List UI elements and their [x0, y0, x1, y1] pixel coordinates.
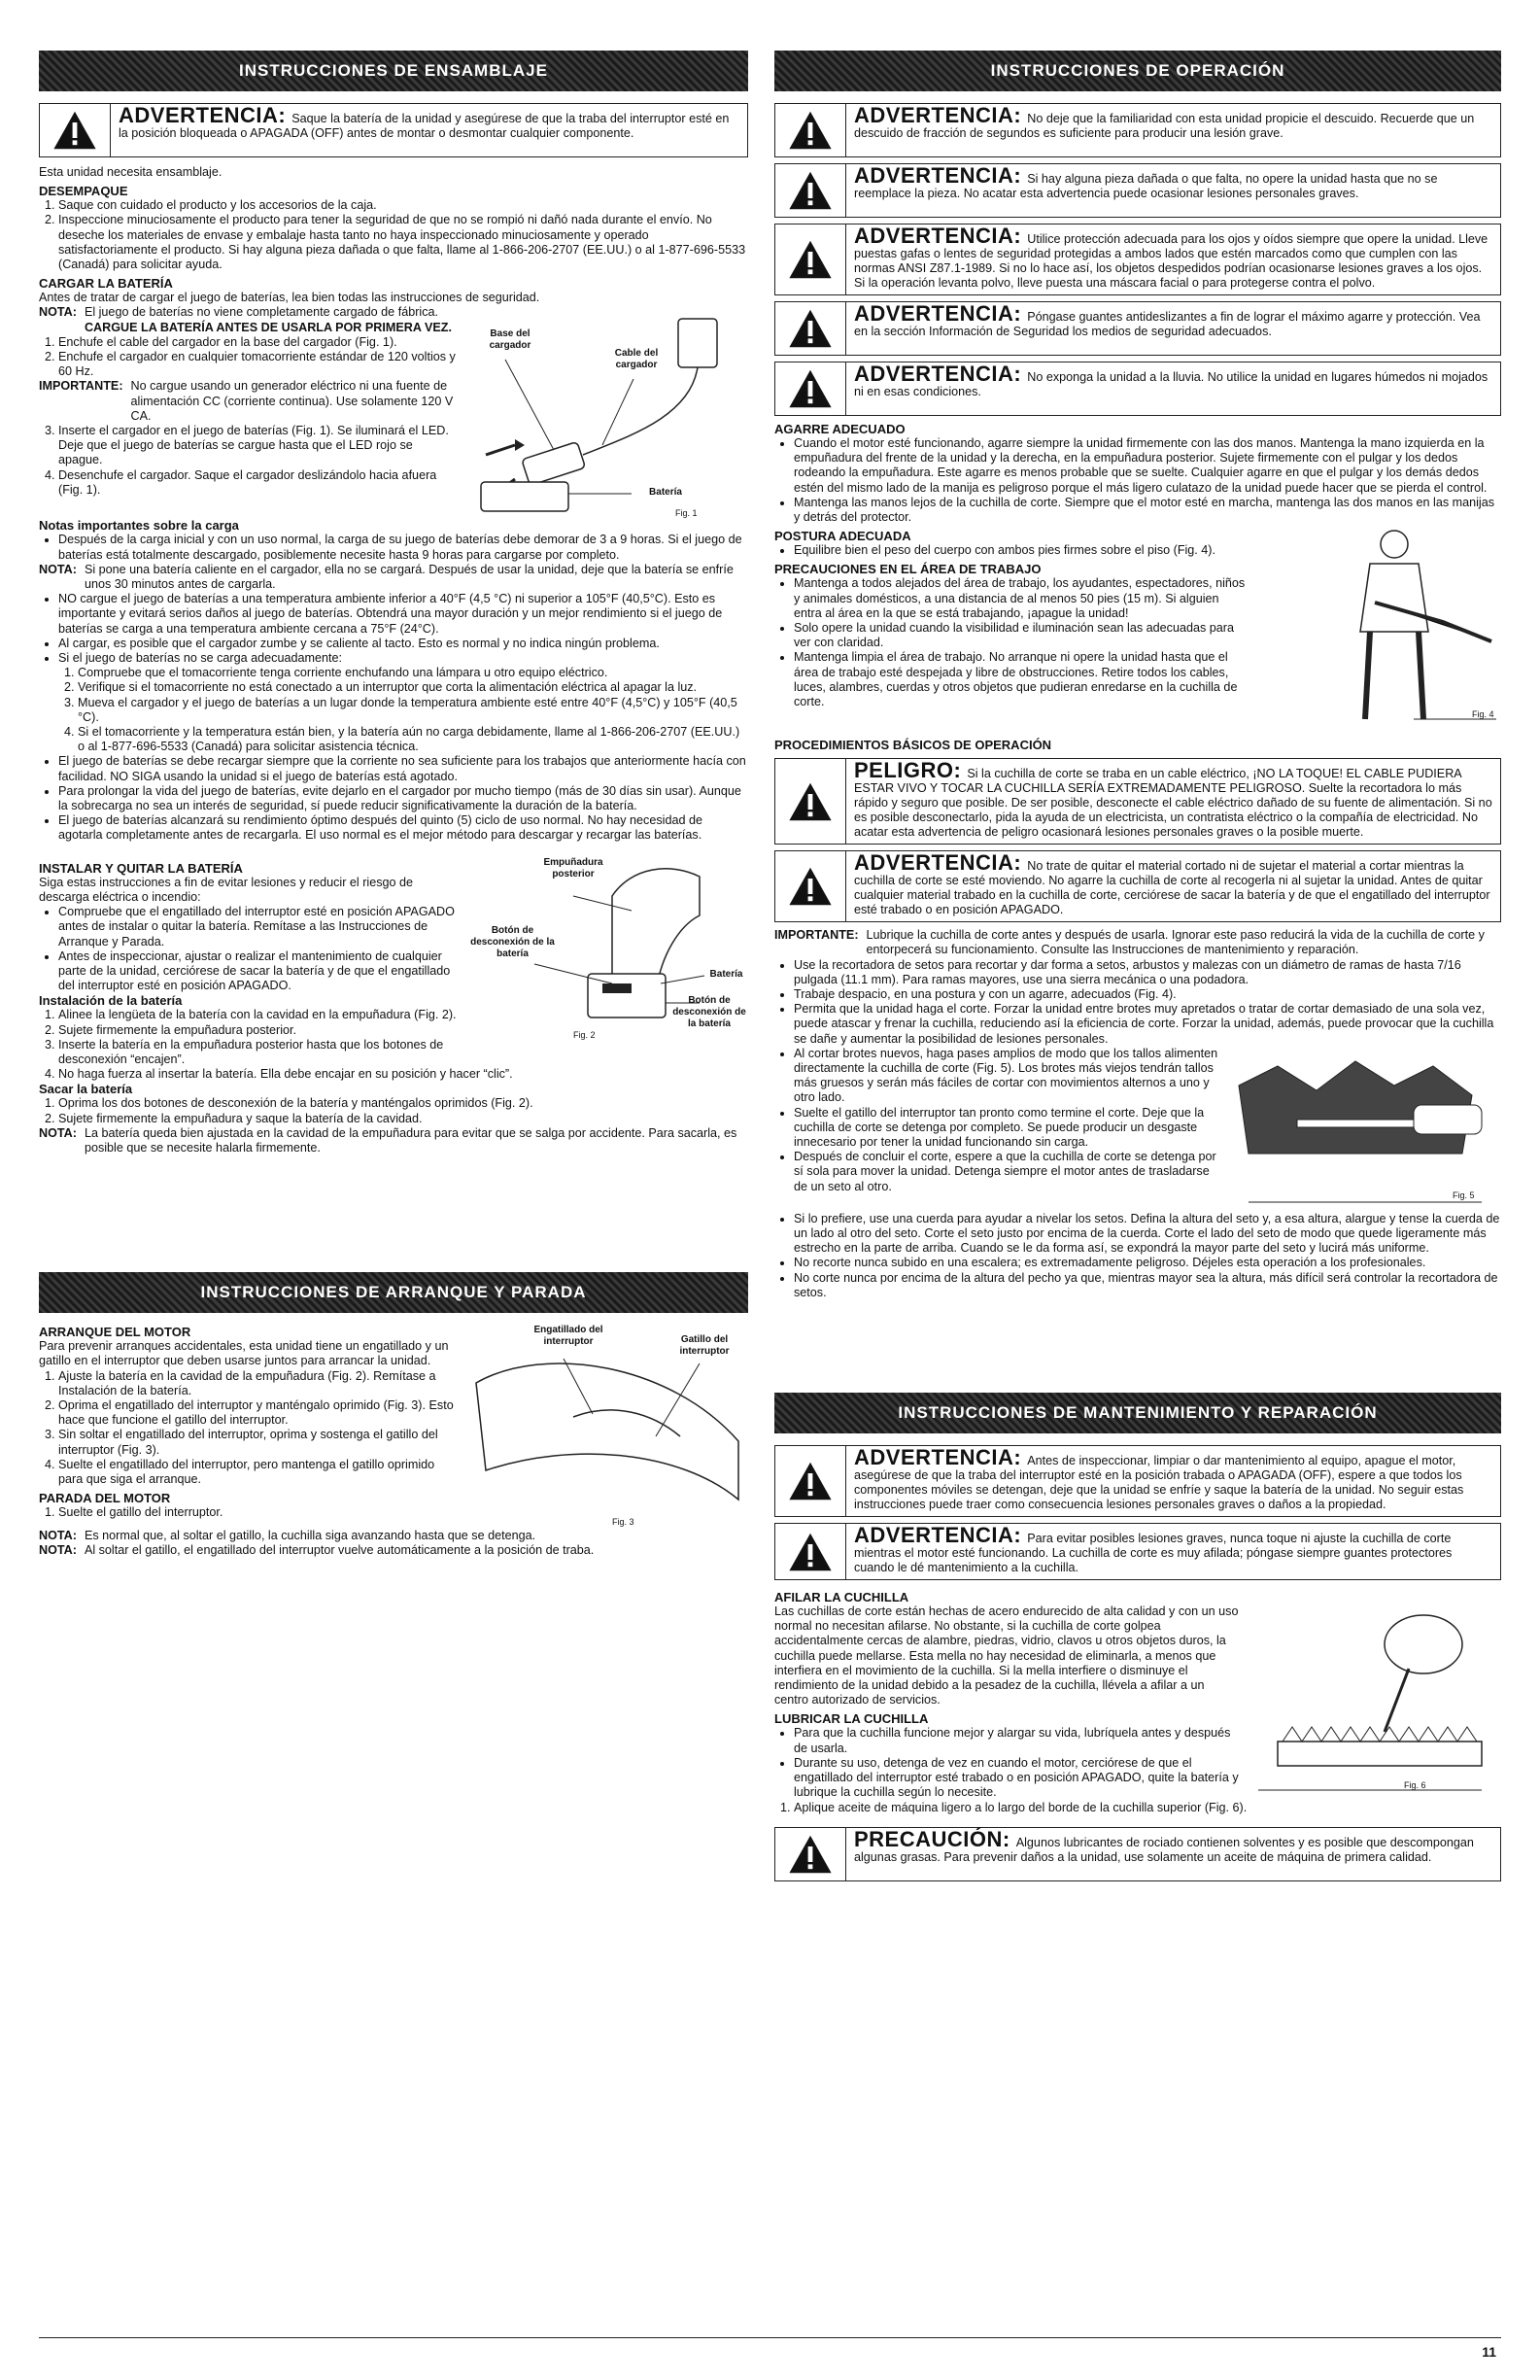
charge-important: IMPORTANTE: No cargue usando un generador eléctrico ni una fuente de alimentación CC (corriente continua). Use solamente 120 V CA. [39, 379, 454, 423]
hedge-cutting-illustration [1219, 1047, 1501, 1212]
operation-warning-4: ADVERTENCIA: Póngase guantes antideslizantes a fin de lograr el máximo agarre y protección. Vea en la sección Información de Seguridad los medios de seguridad adecuados. [774, 301, 1501, 356]
warning-icon [775, 224, 846, 294]
operator-posture-illustration [1249, 525, 1501, 734]
section-banner-operation: INSTRUCCIONES DE OPERACIÓN [774, 51, 1501, 91]
charge-title: CARGAR LA BATERÍA [39, 276, 173, 292]
stop-title: PARADA DEL MOTOR [39, 1491, 171, 1506]
warning-icon [775, 164, 846, 217]
danger-box: PELIGRO: Si la cuchilla de corte se traba en un cable eléctrico, ¡NO LA TOQUE! EL CABLE PUDIERA ESTAR VIVO Y TOCAR LA CUCHILLA SERÍA EXTREMADAMENTE PELIGROSO. Suelte la recortadora lo más rápido y seguro que posible. De ser posible, desconecte el cable eléctrico dañado de su fuente de alimentación. Si no es posible desconectarlo, pida la ayuda de un electricista, un contratista eléctrico o la compañía de electricidad. No acatar esta advertencia de peligro ocasionará lesiones personales graves o la posible muerte. [774, 758, 1501, 845]
warning-icon [775, 302, 846, 355]
charge-note: NOTA: El juego de baterías no viene completamente cargado de fábrica. CARGUE LA BATERÍA ANTES DE USARLA POR PRIMERA VEZ. [39, 305, 452, 334]
operation-warning-5: ADVERTENCIA: No exponga la unidad a la lluvia. No utilice la unidad en lugares húmedos ni mojados ni en esas condiciones. [774, 362, 1501, 416]
posture-title: POSTURA ADECUADA [774, 529, 911, 544]
left-column: INSTRUCCIONES DE ENSAMBLAJE ADVERTENCIA: Saque la batería de la unidad y asegúrese de que la traba del interruptor esté en la posición bloqueada o APAGADA (OFF) antes de montar o desmontar cualquier componente. Esta unidad necesita ensamblaje. DESEMPAQUE 1. Saque con cuidado el producto y los accesorios de la caja. 2. Inspeccione minuciosamente el producto para tener la seguridad de que no se rompió ni dañó nada durante el envío. No deseche los materiales de envase y embalaje hasta tanto no haya inspeccionado minuciosamente y operado satisfactoriamente el producto. Si hay alguna pieza dañada o que falta, llame al 1-866-206-2707 (EE.UU.) o al 1-877-696-5533 (Canadá) para solicitar ayuda. CARGAR LA BATERÍA Antes de tratar de cargar el juego de baterías, lea bien todas las instrucciones de seguridad. Base del cargador Cable del cargador Batería Fig. 1 NOTA: El juego de baterías no viene completamente cargado de fábrica. CARGUE LA BATERÍA ANTES DE USARLA POR PRIMERA VEZ. 1. Enchufe el cable del cargador en la base del cargador (Fig. 1). 2. Enchufe el cargador en cualquier tomacorriente estándar de 120 voltios y 60 Hz. IMPORTANTE: No cargue usando un generador eléctrico ni una fuente de alimentación CC (corriente continua). Use solamente 120 V CA. 3. Inserte el cargador en el juego de baterías (Fig. 1). Se iluminará el LED. Deje que el juego de baterías se cargue hasta que el LED rojo se apague. 4. Desenchufe el cargador. Saque el cargador deslizándolo hacia afuera (Fig. 1). Notas importantes sobre la carga • Después de la carga inicial y con un uso normal, la carga de su juego de baterías debe demorar de 3 a 9 horas. Si el juego de baterías está totalmente descargado, posiblemente necesite hasta 9 horas para cargarse por completo. NOTA: Si pone una batería caliente en el cargador, ella no se cargará. Después de usar la unidad, deje que la batería se enfríe unos 30 minutos antes de cargarla. • NO cargue el juego de baterías a una temperatura ambiente inferior a 40°F (4,5 °C) ni superior a 105°F (40,5°C). Esto es importante y evitará serios daños al juego de baterías. Obtendrá una mayor duración y un mejor rendimiento si el juego de baterías se carga a una temperatura ambiente cercana a 75°F (24°C). • Al cargar, es posible que el cargador zumbe y se caliente al tacto. Esto es normal y no indica ningún problema. • Si el juego de baterías no se carga adecuadamente: 1. Compruebe que el tomacorriente tenga corriente enchufando una lámpara u otro equipo eléctrico. 2. Verifique si el tomacorriente no está conectado a un interruptor que corta la alimentación eléctrica al apagar la luz. 3. Mueva el cargador y el juego de baterías a un lugar donde la temperatura ambiente esté entre 40°F (4,5°C) y 105°F (40,5 °C). 4. Si el tomacorriente y la temperatura están bien, y la batería aún no carga debidamente, llame al 1-866-206-2707 (EE.UU.) o al 1-877-696-5533 (Canadá) para solicitar asistencia técnica. • El juego de baterías se debe recargar siempre que la corriente no sea suficiente para los trabajos que anteriormente hacía con facilidad. NO SIGA usando la unidad si el juego de baterías está agotado. • Para prolongar la vida del juego de baterías, evite dejarlo en el cargador por mucho tiempo (más de 30 días sin usar). Aunque la sobrecarga no sea un interés de seguridad, sí puede reducir significativamente la duración de la batería. • El juego de baterías alcanzará su rendimiento óptimo después del quinto (5) ciclo de uso normal. No hay necesidad de agotarla completamente antes de recargarla. El uso normal es el mejor método para descargar y recargar las baterías. Empuñadura posterior Botón de desconexión de la batería Batería Botón de desconexión de la batería Fig. 2 INSTALAR Y QUITAR LA BATERÍA Siga estas instrucciones a fin de evitar lesiones y reducir el riesgo de descarga eléctrica o incendio: • Compruebe que el engatillado del interruptor esté en posición APAGADO antes de instalar o quitar la batería. Remítase a las Instrucciones de Arranque y Parada. • Antes de inspeccionar, ajustar o realizar el mantenimiento de cualquier parte de la unidad, cerciórese de sacar la batería y de que el engatillado del interruptor esté en posición APAGADO. Instalación de la batería 1. Alinee la lengüeta de la batería con la cavidad en la empuñadura (Fig. 2). 2. Sujete firmemente la empuñadura posterior. 3. Inserte la batería en la empuñadura posterior hasta que los botones de desconexión “encajen”. 4. No haga fuerza al insertar la batería. Ella debe encajar en su posición y hacer “clic”. Sacar la batería 1. Oprima los dos botones de desconexión de la batería y manténgalos oprimidos (Fig. 2). 2. Sujete firmemente la empuñadura y saque la batería de la cavidad. NOTA: La batería queda bien ajustada en la cavidad de la empuñadura para evitar que se salga por accidente. Para sacarla, es posible que se necesite halarla firmemente. INSTRUCCIONES DE ARRANQUE Y PARADA Engatillado del interruptor Gatillo del interruptor Fig. 3 ARRANQUE DEL MOTOR Para prevenir arranques accidentales, esta unidad tiene un engatillado y un gatillo en el interruptor que deben usarse juntos para arrancar la unidad. 1. Ajuste la batería en la cavidad de la empuñadura (Fig. 2). Remítase a Instalación de la batería. 2. Oprima el engatillado del interruptor y manténgalo oprimido (Fig. 3). Esto hace que funcione el gatillo del interruptor. 3. Sin soltar el engatillado del interruptor, oprima y sostenga el gatillo del interruptor (Fig. 3). 4. Suelte el engatillado del interruptor, pero mantenga el gatillo oprimido para que siga el arranque. PARADA DEL MOTOR 1. Suelte el gatillo del interruptor. NOTA: Es normal que, al soltar el gatillo, la cuchilla siga avanzando hasta que se detenga. NOTA: Al soltar el gatillo, el engatillado del interruptor vuelve automáticamente a la posición de traba. [39, 51, 748, 1559]
caution-box: PRECAUCIÓN: Algunos lubricantes de rociado contienen solventes y es posible que descompongan algunas grasas. Para prevenir daños a la unidad, use solamente un aceite de máquina de primera calidad. [774, 1827, 1501, 1881]
section-banner-assembly: INSTRUCCIONES DE ENSAMBLAJE [39, 51, 748, 91]
start-title: ARRANQUE DEL MOTOR [39, 1325, 191, 1340]
warning-icon [775, 851, 846, 921]
start-steps: 1. Ajuste la batería en la cavidad de la empuñadura (Fig. 2). Remítase a Instalación de la batería. 2. Oprima el engatillado del interruptor y manténgalo oprimido (Fig. 3). Esto hace que funcione el gatillo del interruptor. 3. Sin soltar el engatillado del interruptor, oprima y sostenga el gatillo del interruptor (Fig. 3). 4. Suelte el engatillado del interruptor, pero mantenga el gatillo oprimido para que siga el arranque. [39, 1369, 748, 1488]
unpack-title: DESEMPAQUE [39, 184, 128, 199]
troubleshoot-list: 1. Compruebe que el tomacorriente tenga corriente enchufando una lámpara u otro equipo eléctrico. 2. Verifique si el tomacorriente no está conectado a un interruptor que corta la alimentación eléctrica al apagar la luz. 3. Mueva el cargador y el juego de baterías a un lugar donde la temperatura ambiente esté entre 40°F (4,5°C) y 105°F (40,5 °C). 4. Si el tomacorriente y la temperatura están bien, y la batería aún no carga debidamente, llame al 1-866-206-2707 (EE.UU.) o al 1-877-696-5533 (Canadá) para solicitar asistencia técnica. [58, 666, 748, 754]
maintenance-warning-2: ADVERTENCIA: Para evitar posibles lesiones graves, nunca toque ni ajuste la cuchilla de corte mientras el motor esté funcionando. La cuchilla de corte es muy afilada; póngase siempre guantes protectores cuando le dé mantenimiento a la cuchilla. [774, 1523, 1501, 1580]
lube-steps: 1. Aplique aceite de máquina ligero a lo largo del borde de la cuchilla superior (Fig. 6). [774, 1801, 1501, 1815]
charge-steps-a: 1. Enchufe el cable del cargador en la base del cargador (Fig. 1). 2. Enchufe el cargador en cualquier tomacorriente estándar de 120 voltios y 60 Hz. [39, 335, 748, 380]
right-column: INSTRUCCIONES DE OPERACIÓN ADVERTENCIA: No deje que la familiaridad con esta unidad propicie el descuido. Recuerde que un descuido de fracción de segundos es suficiente para producir una lesión grave. ADVERTENCIA: Si hay alguna pieza dañada o que falta, no opere la unidad hasta que no se reemplace la pieza. No acatar esta advertencia puede ocasionar lesiones personales graves. ADVERTENCIA: Utilice protección adecuada para los ojos y oídos siempre que opere la unidad. Lleve puestas gafas o lentes de seguridad protegidas a ambos lados que estén marcados como que cumplen con las normas ANSI Z87.1-1989. Si no lo hace así, los objetos despedidos podrían ocasionarse lesiones graves a los ojos. Si la operación levanta polvo, lleve puesta una máscara facial o para protegerse contra el polvo. ADVERTENCIA: Póngase guantes antideslizantes a fin de lograr el máximo agarre y protección. Vea en la sección Información de Seguridad los medios de seguridad adecuados. ADVERTENCIA: No exponga la unidad a la lluvia. No utilice la unidad en lugares húmedos ni mojados ni en esas condiciones. AGARRE ADECUADO • Cuando el motor esté funcionando, agarre siempre la unidad firmemente con las dos manos. Mantenga la mano izquierda en la empuñadura del frente de la unidad y la derecha, en la empuñadura posterior. Sujete firmemente con el pulgar y los dedos rodeando la empuñadura. Este agarre es menos probable que se suelte. Cualquier agarre en que el pulgar y los demás dedos estén del mismo lado de la manija es peligroso porque el más ligero culatazo de la unidad puede hacer que se pierda el control. • Mantenga las manos lejos de la cuchilla de corte. Siempre que el motor esté en marcha, mantenga las dos manos en las manijas y detrás del protector. Fig. 4 POSTURA ADECUADA • Equilibre bien el peso del cuerpo con ambos pies firmes sobre el piso (Fig. 4). PRECAUCIONES EN EL ÁREA DE TRABAJO • Mantenga a todos alejados del área de trabajo, los ayudantes, espectadores, niños y animales domésticos, a una distancia de al menos 50 pies (15 m). Si alguien entra al área en la que se está trabajando, ¡apague la unidad! • Solo opere la unidad cuando la visibilidad e iluminación sean las adecuadas para ver con claridad. • Mantenga limpia el área de trabajo. No arranque ni opere la unidad hasta que el área de trabajo esté despejada y libre de obstrucciones. Retire todos los cables, luces, alambres, cuerdas y otros objetos que pudieran enredarse en la cuchilla de corte. PROCEDIMIENTOS BÁSICOS DE OPERACIÓN PELIGRO: Si la cuchilla de corte se traba en un cable eléctrico, ¡NO LA TOQUE! EL CABLE PUDIERA ESTAR VIVO Y TOCAR LA CUCHILLA SERÍA EXTREMADAMENTE PELIGROSO. Suelte la recortadora lo más rápido y seguro que posible. De ser posible, desconecte el cable eléctrico dañado de su fuente de alimentación. Si no es posible desconectarlo, pida la ayuda de un electricista, un contratista eléctrico o la compañía de electricidad. No acatar esta advertencia de peligro ocasionará lesiones personales graves o la posible muerte. ADVERTENCIA: No trate de quitar el material cortado ni de sujetar el material a cortar mientras la cuchilla de corte se esté moviendo. No agarre la cuchilla de corte al recogerla ni al sujetar la unidad. Antes de quitar cualquier material trabado en la cuchilla de corte, cerciórese de sacar la batería y de que el engatillado del interruptor esté trabado o en posición APAGADO. IMPORTANTE: Lubrique la cuchilla de corte antes y después de usarla. Ignorar este paso reducirá la vida de la cuchilla de corte y entorpecerá su funcionamiento. Consulte las Instrucciones de mantenimiento y reparación. • Use la recortadora de setos para recortar y dar forma a setos, arbustos y malezas con un diámetro de ramas de hasta 7/16 pulgada (11.1 mm). Para ramas mayores, use una sierra mecánica o una podadora. • Trabaje despacio, en una postura y con un agarre, adecuados (Fig. 4). • Permita que la unidad haga el corte. Forzar la unidad entre brotes muy apretados o tratar de cortar demasiado de una sola vez, puede atascar y frenar la cuchilla, reduciendo así la eficiencia de corte. Forzar la unidad, además, puede provocar que la cuchilla se dañe y aumentar la posibilidad de lesiones personales. Fig. 5 • Al cortar brotes nuevos, haga pases amplios de modo que los tallos alimenten directamente la cuchilla de corte (Fig. 5). Los brotes más viejos tendrán tallos más gruesos y serán más fáciles de cortar con movimientos alternos a uno y otro lado. • Suelte el gatillo del interruptor tan pronto como termine el corte. Deje que la cuchilla de corte se detenga por completo. Se puede producir un desgaste innecesario por tener la unidad funcionando sin carga. • Después de concluir el corte, espere a que la cuchilla de corte se detenga por sí sola para mover la unidad. Detenga siempre el motor antes de trasladarse de un seto al otro. • Si lo prefiere, use una cuerda para ayudar a nivelar los setos. Defina la altura del seto y, a esa altura, alargue y tense la cuerda de un lado al otro del seto. Corte el seto justo por encima de la cuerda. Corte el lado del seto de modo que quede ligeramente más estrecho en la parte de arriba. Cuando se le da forma así, se expondrá la mayor parte del seto y lucirá más uniforme. • No recorte nunca subido en una escalera; es extremadamente peligroso. Déjeles esta operación a los profesionales. • No corte nunca por encima de la altura del pecho ya que, mientras mayor sea la altura, más difícil será controlar la recortadora de setos. INSTRUCCIONES DE MANTENIMIENTO Y REPARACIÓN ADVERTENCIA: Antes de inspeccionar, limpiar o dar mantenimiento al equipo, apague el motor, asegúrese de que la traba del interruptor esté en la posición trabada o APAGADA (OFF), espere a que todos los componentes móviles se detengan, deje que la unidad se enfríe y saque la batería de la unidad. No seguir estas instrucciones puede traer como consecuencia lesiones personales graves o daños a la propiedad. ADVERTENCIA: Para evitar posibles lesiones graves, nunca toque ni ajuste la cuchilla de corte mientras el motor esté funcionando. La cuchilla de corte es muy afilada; póngase siempre guantes protectores cuando le dé mantenimiento a la cuchilla. Fig. 6 AFILAR LA CUCHILLA Las cuchillas de corte están hechas de acero endurecido de alta calidad y con un uso normal no necesitan afilarse. No obstante, si la cuchilla de corte golpea accidentalmente cercas de alambre, piedras, vidrio, clavos u otros objetos duros, la cuchilla puede mellarse. Esta mella no hay necesidad de eliminarla, a menos que interfiera en el movimiento de la cuchilla. Si la mella interfiere o disminuye el rendimiento de la unidad debido a la pesadez de la cuchilla, llévela a afilar a un centro autorizado de servicios. LUBRICAR LA CUCHILLA • Para que la cuchilla funcione mejor y alargar su vida, lubríquela antes y después de usarla. • Durante su uso, detenga de vez en cuando el motor, cerciórese de que el engatillado del interruptor esté trabado o en posición APAGADO, quite la batería y lubrique la cuchilla según lo necesite. 1. Aplique aceite de máquina ligero a lo largo del borde de la cuchilla superior (Fig. 6). PRECAUCIÓN: Algunos lubricantes de rociado contienen solventes y es posible que descompongan algunas grasas. Para prevenir daños a la unidad, use solamente un aceite de máquina de primera calidad. [774, 51, 1501, 1887]
operation-warning-3: ADVERTENCIA: Utilice protección adecuada para los ojos y oídos siempre que opere la unidad. Lleve puestas gafas o lentes de seguridad protegidas a ambos lados que estén marcados como que cumplen con las normas ANSI Z87.1-1989. Si no lo hace así, los objetos despedidos podrían ocasionarse lesiones graves a los ojos. Si la operación levanta polvo, lleve puesta una máscara facial o para protegerse contra el polvo. [774, 224, 1501, 295]
charge-notes-note: NOTA: Si pone una batería caliente en el cargador, ella no se cargará. Después de usar la unidad, deje que la batería se enfríe unos 30 minutos antes de cargarla. [39, 562, 734, 592]
charge-notes-title: Notas importantes sobre la carga [39, 518, 239, 534]
charge-steps-b: 3. Inserte el cargador en el juego de baterías (Fig. 1). Se iluminará el LED. Deje que el juego de baterías se cargue hasta que el LED rojo se apague. 4. Desenchufe el cargador. Saque el cargador deslizándolo hacia afuera (Fig. 1). [39, 424, 748, 498]
figure-1: Base del cargador Cable del cargador Batería Fig. 1 [457, 309, 748, 518]
grip-list: • Cuando el motor esté funcionando, agarre siempre la unidad firmemente con las dos manos. Mantenga la mano izquierda en la empuñadura del frente de la unidad y la derecha, en la empuñadura posterior. Sujete firmemente con el pulgar y los dedos rodeando la empuñadura. Este agarre es menos probable que se suelte. Cualquier agarre en que el pulgar y los demás dedos estén del mismo lado de la manija es peligroso porque el más ligero culatazo de la unidad puede hacer que se pierda el control. • Mantenga las manos lejos de la cuchilla de corte. Siempre que el motor esté en marcha, mantenga las dos manos en las manijas y detrás del protector. [774, 436, 1501, 525]
cut-warning: ADVERTENCIA: No trate de quitar el material cortado ni de sujetar el material a cortar mientras la cuchilla de corte se esté moviendo. No agarre la cuchilla de corte al recogerla ni al sujetar la unidad. Antes de quitar cualquier material trabado en la cuchilla de corte, cerciórese de sacar la batería y de que el engatillado del interruptor esté trabado o en posición APAGADO. [774, 850, 1501, 922]
install-bullets: • Compruebe que el engatillado del interruptor esté en posición APAGADO antes de instalar o quitar la batería. Remítase a las Instrucciones de Arranque y Parada. • Antes de inspeccionar, ajustar o realizar el mantenimiento de cualquier parte de la unidad, cerciórese de sacar la batería y de que el engatillado del interruptor esté en posición APAGADO. [39, 905, 748, 993]
tips-list: • Use la recortadora de setos para recortar y dar forma a setos, arbustos y malezas con un diámetro de ramas de hasta 7/16 pulgada (11.1 mm). Para ramas mayores, use una sierra mecánica o una podadora. • Trabaje despacio, en una postura y con un agarre, adecuados (Fig. 4). • Permita que la unidad haga el corte. Forzar la unidad entre brotes muy apretados o tratar de cortar demasiado de una sola vez, puede atascar y frenar la cuchilla, reduciendo así la eficiencia de corte. Forzar la unidad, además, puede provocar que la cuchilla se dañe y aumentar la posibilidad de lesiones personales. [774, 958, 1501, 1047]
install-sub: Instalación de la batería [39, 993, 183, 1009]
remove-note: NOTA: La batería queda bien ajustada en la cavidad de la empuñadura para evitar que se salga por accidente. Para sacarla, es posible que se necesite halarla firmemente. [39, 1125, 737, 1155]
remove-steps: 1. Oprima los dos botones de desconexión de la batería y manténgalos oprimidos (Fig. 2). 2. Sujete firmemente la empuñadura y saque la batería de la cavidad. [39, 1096, 748, 1125]
basic-title: PROCEDIMIENTOS BÁSICOS DE OPERACIÓN [774, 738, 1052, 753]
figure-6: Fig. 6 [1239, 1596, 1501, 1800]
remove-sub: Sacar la batería [39, 1082, 133, 1097]
warning-icon [775, 1524, 846, 1579]
grip-title: AGARRE ADECUADO [774, 422, 906, 436]
tips-fig-list: • Al cortar brotes nuevos, haga pases amplios de modo que los tallos alimenten directamente la cuchilla de corte (Fig. 5). Los brotes más viejos tendrán tallos más gruesos y serán más fáciles de cortar con movimientos alternos a uno y otro lado. • Suelte el gatillo del interruptor tan pronto como termine el corte. Deje que la cuchilla de corte se detenga por completo. Se puede producir un desgaste innecesario por tener la unidad funcionando sin carga. • Después de concluir el corte, espere a que la cuchilla de corte se detenga por sí sola para mover la unidad. Detenga siempre el motor antes de trasladarse de un seto al otro. [774, 1047, 1501, 1194]
sharpen-title: AFILAR LA CUCHILLA [774, 1590, 909, 1605]
tips-b-list: • Si lo prefiere, use una cuerda para ayudar a nivelar los setos. Defina la altura del seto y, a esa altura, alargue y tense la cuerda de un lado al otro del seto. Corte el seto justo por encima de la cuerda. Corte el lado del seto de modo que quede ligeramente más estrecho en la parte de arriba. Cuando se le da forma así, se expondrá la mayor parte del seto y lucirá más uniforme. • No recorte nunca subido en una escalera; es extremadamente peligroso. Déjeles esta operación a los profesionales. • No corte nunca por encima de la altura del pecho ya que, mientras mayor sea la altura, más difícil será controlar la recortadora de setos. [774, 1212, 1501, 1300]
figure-5: Fig. 5 [1219, 1047, 1501, 1212]
figure-3: Engatillado del interruptor Gatillo del interruptor Fig. 3 [457, 1325, 748, 1529]
area-title: PRECAUCIONES EN EL ÁREA DE TRABAJO [774, 562, 1042, 577]
unpack-list: 1. Saque con cuidado el producto y los accesorios de la caja. 2. Inspeccione minuciosamente el producto para tener la seguridad de que no se rompió ni dañó nada durante el envío. No deseche los materiales de envase y embalaje hasta tanto no haya inspeccionado minuciosamente y operado satisfactoriamente el producto. Si hay alguna pieza dañada o que falta, llame al 1-866-206-2707 (EE.UU.) o al 1-877-696-5533 (Canadá) para solicitar ayuda. [39, 198, 748, 272]
install-steps: 1. Alinee la lengüeta de la batería con la cavidad en la empuñadura (Fig. 2). 2. Sujete firmemente la empuñadura posterior. 3. Inserte la batería en la empuñadura posterior hasta que los botones de desconexión “encajen”. 4. No haga fuerza al insertar la batería. Ella debe encajar en su posición y hacer “clic”. [39, 1008, 748, 1082]
charge-notes-list: • NO cargue el juego de baterías a una temperatura ambiente inferior a 40°F (4,5 °C) ni superior a 105°F (40,5°C). Esto es importante y evitará serios daños al juego de baterías. Obtendrá una mayor duración y un mejor rendimiento si el juego de baterías se carga a una temperatura ambiente cercana a 75°F (24°C). • Al cargar, es posible que el cargador zumbe y se caliente al tacto. Esto es normal y no indica ningún problema. • Si el juego de baterías no se carga adecuadamente: 1. Compruebe que el tomacorriente tenga corriente enchufando una lámpara u otro equipo eléctrico. 2. Verifique si el tomacorriente no está conectado a un interruptor que corta la alimentación eléctrica al apagar la luz. 3. Mueva el cargador y el juego de baterías a un lugar donde la temperatura ambiente esté entre 40°F (4,5°C) y 105°F (40,5 °C). 4. Si el tomacorriente y la temperatura están bien, y la batería aún no carga debidamente, llame al 1-866-206-2707 (EE.UU.) o al 1-877-696-5533 (Canadá) para solicitar asistencia técnica. • El juego de baterías se debe recargar siempre que la corriente no sea suficiente para los trabajos que anteriormente hacía con facilidad. NO SIGA usando la unidad si el juego de baterías está agotado. • Para prolongar la vida del juego de baterías, evite dejarlo en el cargador por mucho tiempo (más de 30 días sin usar). Aunque la sobrecarga no sea un interés de seguridad, sí puede reducir significativamente la duración de la batería. • El juego de baterías alcanzará su rendimiento óptimo después del quinto (5) ciclo de uso normal. No hay necesidad de agotarla completamente antes de recargarla. El uso normal es el mejor método para descargar y recargar las baterías. [39, 592, 748, 843]
warning-icon [775, 759, 846, 844]
section-banner-maintenance: INSTRUCCIONES DE MANTENIMIENTO Y REPARACIÓN [774, 1393, 1501, 1433]
install-title: INSTALAR Y QUITAR LA BATERÍA [39, 860, 243, 876]
area-list: • Mantenga a todos alejados del área de trabajo, los ayudantes, espectadores, niños y animales domésticos, a una distancia de al menos 50 pies (15 m). Si alguien entra al área en la que se está trabajando, ¡apague la unidad! • Solo opere la unidad cuando la visibilidad e iluminación sean las adecuadas para ver con claridad. • Mantenga limpia el área de trabajo. No arranque ni opere la unidad hasta que el área de trabajo esté despejada y libre de obstrucciones. Retire todos los cables, luces, alambres, cuerdas y otros objetos que pudieran enredarse en la cuchilla de corte. [774, 576, 1501, 709]
footer-rule [39, 2337, 1501, 2338]
warning-icon [40, 104, 111, 156]
figure-2: Empuñadura posterior Botón de desconexión de la batería Batería Botón de desconexión de la batería Fig. 2 [466, 857, 748, 1042]
warning-icon [775, 104, 846, 156]
lube-bullets: • Para que la cuchilla funcione mejor y alargar su vida, lubríquela antes y después de usarla. • Durante su uso, detenga de vez en cuando el motor, cerciórese de que el engatillado del interruptor esté trabado o en posición APAGADO, quite la batería y lubrique la cuchilla según lo necesite. [774, 1726, 1501, 1800]
lube-title: LUBRICAR LA CUCHILLA [774, 1711, 929, 1727]
page-number: 11 [1482, 2344, 1496, 2360]
maintenance-warning-1: ADVERTENCIA: Antes de inspeccionar, limpiar o dar mantenimiento al equipo, apague el motor, asegúrese de que la traba del interruptor esté en la posición trabada o APAGADA (OFF), espere a que todos los componentes móviles se detengan, deje que la unidad se enfríe y saque la batería de la unidad. No seguir estas instrucciones puede traer como consecuencia lesiones personales graves o daños a la propiedad. [774, 1445, 1501, 1517]
warning-icon [775, 362, 846, 415]
operation-warning-1: ADVERTENCIA: No deje que la familiaridad con esta unidad propicie el descuido. Recuerde que un descuido de fracción de segundos es suficiente para producir una lesión grave. [774, 103, 1501, 157]
section-banner-startstop: INSTRUCCIONES DE ARRANQUE Y PARADA [39, 1272, 748, 1313]
assembly-intro: Esta unidad necesita ensamblaje. [39, 165, 222, 179]
oil-blade-illustration [1239, 1596, 1501, 1800]
operation-important: IMPORTANTE: Lubrique la cuchilla de corte antes y después de usarla. Ignorar este paso reducirá la vida de la cuchilla de corte y entorpecerá su funcionamiento. Consulte las Instrucciones de mantenimiento y reparación. [774, 928, 1485, 957]
operation-warning-2: ADVERTENCIA: Si hay alguna pieza dañada o que falta, no opere la unidad hasta que no se reemplace la pieza. No acatar esta advertencia puede ocasionar lesiones personales graves. [774, 163, 1501, 218]
warning-icon [775, 1446, 846, 1516]
warning-icon [775, 1828, 846, 1880]
figure-4: Fig. 4 [1249, 525, 1501, 734]
assembly-warning: ADVERTENCIA: Saque la batería de la unidad y asegúrese de que la traba del interruptor esté en la posición bloqueada o APAGADA (OFF) antes de montar o desmontar cualquier componente. [39, 103, 748, 157]
